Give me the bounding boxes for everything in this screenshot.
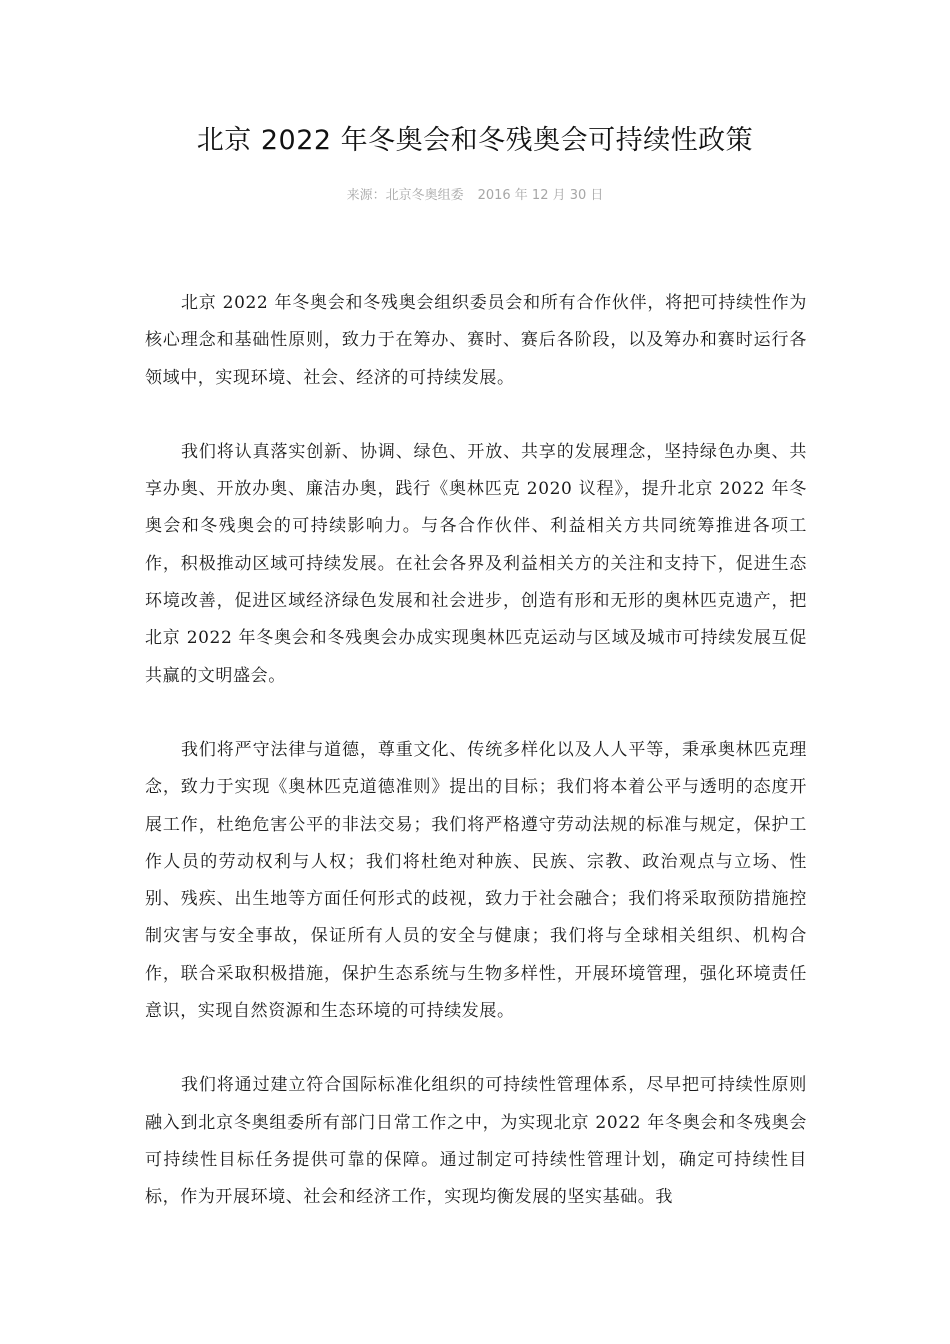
- article-body: [145, 285, 807, 1254]
- article-date: 2016 年 12 月 30 日: [477, 188, 604, 203]
- paragraph: 我们将认真落实创新、协调、绿色、开放、共享的发展理念，坚持绿色办奥、共享办奥、开放办奥、廉洁办奥，践行《奥林匹克 2020 议程》，提升北京 2022 年冬奥会和冬残奥会的可持续影响力。与各合作伙伴、利益相关方共同统筹推进各项工作，积极推动区域可持续发展。在社会各界及利益相关方的关注和支持下，促进生态环境改善，促进区域经济绿色发展和社会进步，创造有形和无形的奥林匹克遗产，把北京 2022 年冬奥会和冬残奥会办成实现奥林匹克运动与区域及城市可持续发展互促共赢的文明盛会。: [145, 441, 807, 686]
- article-title: 北京 2022 年冬奥会和冬残奥会可持续性政策: [196, 125, 754, 156]
- paragraph: 我们将通过建立符合国际标准化组织的可持续性管理体系，尽早把可持续性原则融入到北京冬奥组委所有部门日常工作之中，为实现北京 2022 年冬奥会和冬残奥会可持续性目标任务提供可靠的保障。通过制定可持续性管理计划，确定可持续性目标，作为开展环境、社会和经济工作，实现均衡发展的坚实基础。我: [145, 1075, 807, 1208]
- paragraph: 北京 2022 年冬奥会和冬残奥会组织委员会和所有合作伙伴，将把可持续性作为核心理念和基础性原则，致力于在筹办、赛时、赛后各阶段，以及筹办和赛时运行各领域中，实现环境、社会、经济的可持续发展。: [145, 293, 807, 388]
- article-meta: [0, 186, 950, 206]
- article-source: 来源：北京冬奥组委: [346, 188, 464, 203]
- paragraph: 我们将严守法律与道德，尊重文化、传统多样化以及人人平等，秉承奥林匹克理念，致力于实现《奥林匹克道德准则》提出的目标；我们将本着公平与透明的态度开展工作，杜绝危害公平的非法交易；我们将严格遵守劳动法规的标准与规定，保护工作人员的劳动权利与人权；我们将杜绝对种族、民族、宗教、政治观点与立场、性别、残疾、出生地等方面任何形式的歧视，致力于社会融合；我们将采取预防措施控制灾害与安全事故，保证所有人员的安全与健康；我们将与全球相关组织、机构合作，联合采取积极措施，保护生态系统与生物多样性，开展环境管理，强化环境责任意识，实现自然资源和生态环境的可持续发展。: [145, 739, 807, 1022]
